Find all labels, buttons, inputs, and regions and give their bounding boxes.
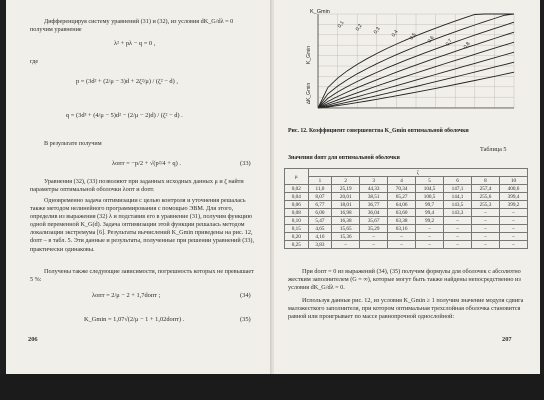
table-title: Значения dопт для оптимальной оболочки (288, 155, 400, 161)
table-value-cell: 400,6 (499, 185, 527, 193)
right-page (274, 0, 540, 374)
table-row (285, 193, 528, 201)
table-value-cell: – (360, 233, 388, 241)
equation-lambda-opt: λопт = −p/2 + √(p²/4 + q) . (112, 160, 181, 167)
table-value-cell: – (388, 241, 416, 249)
table-value-cell: 99,7 (416, 201, 444, 209)
table-value-cell: 11,0 (308, 185, 332, 193)
table-mu-cell: 0,02 (285, 185, 309, 193)
page-number-right: 207 (502, 336, 512, 343)
table-row (285, 217, 528, 225)
table-value-cell: 255,6 (471, 193, 499, 201)
table-row (285, 209, 528, 217)
table-value-cell: 36,77 (360, 201, 388, 209)
table-value-cell: 16,98 (332, 209, 360, 217)
equation-number-33: (33) (240, 160, 251, 167)
table-zeta-header-cell: 10 (499, 177, 527, 185)
table-value-cell: – (499, 217, 527, 225)
equation-p: p = (3d² + (2/μ − 3)d + 2ζ²/μ) / (ζ² − d) , (76, 78, 178, 85)
table-zeta-header-cell: 1 (308, 177, 332, 185)
table-value-cell: – (444, 225, 472, 233)
table-value-cell: 144,1 (444, 193, 472, 201)
table-value-cell: – (444, 233, 472, 241)
table-value-cell: – (499, 225, 527, 233)
table-row (285, 201, 528, 209)
scanner-bottom-edge (0, 374, 544, 400)
chart-curve-label: 0,4 (390, 29, 400, 39)
table-zeta-header-cell: 5 (416, 177, 444, 185)
table-value-cell: – (416, 233, 444, 241)
table-value-cell: 143,3 (444, 209, 472, 217)
chart-curve-label: 0,8 (462, 41, 472, 51)
figure-12-chart (274, 0, 540, 135)
table-value-cell: – (471, 241, 499, 249)
table-value-cell: 147,1 (444, 185, 472, 193)
table-mu-cell: 0,25 (285, 241, 309, 249)
table-5 (284, 168, 528, 249)
table-value-cell: 64,06 (388, 201, 416, 209)
table-value-cell: – (471, 209, 499, 217)
chart-y-axis-label: K_Gmin (310, 9, 330, 15)
table-value-cell: 100,5 (416, 193, 444, 201)
table-zeta-header-cell: 3 (360, 177, 388, 185)
equation-number-34: (34) (240, 292, 251, 299)
chart-curve-label: 0,5 (408, 32, 418, 42)
table-value-cell: 255,3 (471, 201, 499, 209)
table-header-zeta: ζ (308, 169, 527, 177)
table-value-cell: 65,27 (388, 193, 416, 201)
table-value-cell: 4,16 (308, 233, 332, 241)
table-row (285, 225, 528, 233)
table-value-cell: 70,34 (388, 185, 416, 193)
table-value-cell: 16,38 (332, 217, 360, 225)
table-value-cell: 38,51 (360, 193, 388, 201)
table-value-cell: 6,77 (308, 201, 332, 209)
table-value-cell: 15,65 (332, 225, 360, 233)
table-value-cell: – (444, 217, 472, 225)
intro-paragraph: Дифференцируя систему уравнений (31) и (32), из условия dK_G/dλ = 0 получим уравнение (30, 18, 234, 34)
result-label: В результате получим (44, 140, 102, 147)
table-zeta-header-cell: 8 (471, 177, 499, 185)
table-value-cell: 399,2 (499, 201, 527, 209)
table-value-cell: 6,00 (308, 209, 332, 217)
equation-34: λопт = 2/μ − 2 + 1,7dопт ; (92, 292, 161, 299)
where-label: где (30, 58, 39, 65)
table-zeta-header-cell: 6 (444, 177, 472, 185)
chart-curve-label: 0,6 (426, 35, 436, 45)
table-mu-cell: 0,15 (285, 225, 309, 233)
table-value-cell: 143,5 (444, 201, 472, 209)
table-value-cell: 35,67 (360, 217, 388, 225)
chart-curve-label: 0,1 (336, 20, 346, 30)
table-mu-cell: 0,08 (285, 209, 309, 217)
table-value-cell: – (332, 241, 360, 249)
table-value-cell: – (499, 209, 527, 217)
paragraph-right-1: При dопт = 0 из выражений (34), (35) получим формулы для оболочек с абсолютно жестким заполнителем (G = ∞), которые могут быть также найдены непосредственно из условия dK_G/dλ = 0. (288, 268, 521, 292)
paragraph-2: Одновременно задача оптимизации с целью контроля и уточнения решалась также методом нелинейного программирования с помощью ЭВМ. Для этого, определив из выражения (32) λ и подставив его в уравнение (31), получим функцию одной переменной K_G(d). Задача оптимизации этой функции решалась методом локализации экстремума [6]. Результаты вычислений K_Gmin приведены на рис. 12, dопт – в табл. 5. Эти данные и результаты, полученные при решении уравнений (33), практически одинаковы. (30, 197, 255, 253)
table-header-mu: μ (285, 169, 309, 185)
table-row (285, 233, 528, 241)
table-value-cell: 63,38 (388, 217, 416, 225)
table-value-cell: 99,2 (416, 217, 444, 225)
paragraph-right-2: Используя данные рис. 12, из условия K_Gmin ≥ 1 получим значение модуля сдвига маложесткого заполнителя, при котором оптимальная трехслойная оболочка становится равной или проигрывает по массе равнопрочной однослойной: (288, 297, 524, 321)
table-value-cell: – (499, 241, 527, 249)
table-value-cell: 63,16 (388, 225, 416, 233)
chart-curve-label: 0,7 (444, 38, 454, 48)
chart-y-inner-label: K_Gmin (306, 45, 312, 64)
table-value-cell: – (416, 241, 444, 249)
table-zeta-header-cell: 4 (388, 177, 416, 185)
paragraph-3: Получены также следующие зависимости, погрешность которых не превышает 5 %: (30, 268, 254, 284)
table-mu-cell: 0,06 (285, 201, 309, 209)
table-value-cell: – (499, 233, 527, 241)
table-mu-cell: 0,10 (285, 217, 309, 225)
table-value-cell: 3,83 (308, 241, 332, 249)
table-zeta-row (285, 177, 528, 185)
table-value-cell: 63,60 (388, 209, 416, 217)
table-value-cell: 25,19 (332, 185, 360, 193)
chart-y-inner-label-delta: ∆K_Gmin (306, 82, 312, 104)
equation-q: q = (3d³ + (4/μ − 5)d² − (2/μ − 2)d) / (ζ² − d) . (66, 112, 183, 119)
table-value-cell: 18,01 (332, 201, 360, 209)
table-body (285, 185, 528, 249)
left-page (6, 0, 273, 374)
page-number-left: 206 (28, 336, 38, 343)
table-value-cell: 44,33 (360, 185, 388, 193)
table-value-cell: 36,04 (360, 209, 388, 217)
table-zeta-header-cell: 2 (332, 177, 360, 185)
table-value-cell: – (388, 233, 416, 241)
table-value-cell: – (360, 241, 388, 249)
table-value-cell: 104,5 (416, 185, 444, 193)
table-value-cell: 15,36 (332, 233, 360, 241)
table-value-cell: 257,4 (471, 185, 499, 193)
figure-caption: Рис. 12. Коэффициент совершенства K_Gmin оптимальной оболочки (288, 128, 469, 134)
table-value-cell: 5,47 (308, 217, 332, 225)
table-value-cell: 4,65 (308, 225, 332, 233)
table-label: Таблица 5 (480, 146, 507, 153)
table-value-cell: – (471, 225, 499, 233)
equation-35: K_Gmin = 1,07√(2/μ − 1 + 1,02dопт) . (84, 316, 185, 323)
equation-number-35: (35) (240, 316, 251, 323)
table-row (285, 241, 528, 249)
table-value-cell: 35,29 (360, 225, 388, 233)
table-mu-cell: 0,20 (285, 233, 309, 241)
table-row (285, 185, 528, 193)
table-value-cell: – (416, 225, 444, 233)
table-value-cell: – (471, 233, 499, 241)
table-mu-cell: 0,04 (285, 193, 309, 201)
table-value-cell: 20,01 (332, 193, 360, 201)
table-value-cell: 399,4 (499, 193, 527, 201)
table-value-cell: 99,4 (416, 209, 444, 217)
table-value-cell: 8,07 (308, 193, 332, 201)
chart-curve-label: 0,2 (354, 23, 364, 33)
chart-curve-label: 0,3 (372, 26, 382, 36)
table-value-cell: – (471, 217, 499, 225)
equation-quadratic: λ² + pλ − q = 0 , (114, 40, 156, 47)
paragraph-1: Уравнения (32), (33) позволяют при заданных исходных данных μ и ζ найти параметры оптимальной оболочки λопт и dопт. (30, 178, 244, 194)
table-value-cell: – (444, 241, 472, 249)
